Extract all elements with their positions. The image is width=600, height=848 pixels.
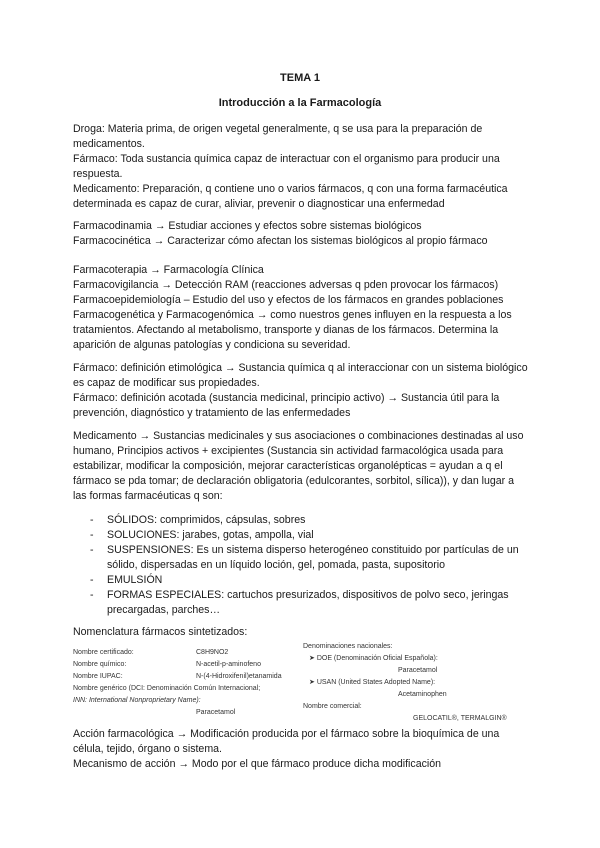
list-item: - SÓLIDOS: comprimidos, cápsulas, sobres bbox=[90, 514, 306, 526]
nomenclature-heading: Nomenclatura fármacos sintetizados: bbox=[73, 626, 248, 638]
nombre-quimico-value: N-acetil-p-aminofeno bbox=[196, 661, 261, 668]
def-droga: Droga: Materia prima, de origen vegetal generalmente, q se usa para la preparación de medicamentos. bbox=[73, 123, 483, 150]
accion-farmacologica: Acción farmacológica → Modificación producida por el fármaco sobre la bioquímica de una célula, tejido, órgano o sistema. bbox=[73, 728, 500, 755]
usan-value: Acetaminophen bbox=[398, 691, 447, 698]
farmacoepidemiologia-line: Farmacoepidemiología – Estudio del uso y efectos de los fármacos en grandes poblaciones bbox=[73, 294, 504, 306]
farmacodinamia-line: Farmacodinamia → Estudiar acciones y efectos sobre sistemas biológicos bbox=[73, 220, 422, 232]
nombre-generico-value: Paracetamol bbox=[196, 709, 236, 716]
clinical-block bbox=[73, 263, 529, 353]
list-item: - SUSPENSIONES: Es un sistema disperso heterogéneo constituido por partículas de un sólido, dispersadas en un líquido loción, gel, pomada, pasta, supositorio bbox=[90, 544, 519, 571]
bullet-marker: - bbox=[90, 529, 94, 541]
page-subtitle: Introducción a la Farmacología bbox=[218, 97, 382, 109]
bullet-marker: - bbox=[90, 574, 94, 586]
farmaco-etimologica: Fármaco: definición etimológica → Sustancia química q al interaccionar con un sistema biológico es capaz de modificar sus propiedades. bbox=[73, 362, 528, 389]
nombre-quimico-label: Nombre químico: bbox=[73, 661, 127, 668]
nombre-iupac-label: Nombre IUPAC: bbox=[73, 673, 123, 680]
farmaco-definitions-block bbox=[73, 361, 529, 421]
list-item: - EMULSIÓN bbox=[90, 574, 163, 586]
nombre-certificado-label: Nombre certificado: bbox=[73, 649, 134, 656]
denominaciones-heading: Denominaciones nacionales: bbox=[303, 643, 393, 650]
nombre-generico-label: Nombre genérico (DCI: Denominación Común Internacional; bbox=[73, 685, 261, 692]
def-farmaco: Fármaco: Toda sustancia química capaz de interactuar con el organismo para producir una respuesta. bbox=[73, 153, 500, 180]
farmacocinetica-line: Farmacocinética → Caracterizar cómo afectan los sistemas biológicos al propio fármaco bbox=[73, 235, 488, 247]
def-medicamento: Medicamento: Preparación, q contiene uno o varios fármacos, q con una forma farmacéutica determinada es capaz de curar, aliviar, prevenir o diagnosticar una enfermedad bbox=[73, 183, 508, 210]
bullet-marker: - bbox=[90, 514, 94, 526]
medicamento-block bbox=[73, 429, 529, 504]
nombre-certificado-value: C8H9NO2 bbox=[196, 649, 229, 656]
nombre-comercial-label: Nombre comercial: bbox=[303, 703, 362, 710]
medicamento-paragraph: Medicamento → Sustancias medicinales y sus asociaciones o combinaciones destinadas al uso humano, Principios activos + excipientes (Sustancia sin actividad farmacológica usada para estabilizar, modificar la composición, mejorar características organolépticas = ayudan a q el fármaco se pda tomar; de declaración obligatoria (edulcorantes, sorbitol, sílica)), y dan lugar a las formas farmacéuticas q son: bbox=[73, 430, 524, 502]
list-item: - SOLUCIONES: jarabes, gotas, ampolla, vial bbox=[90, 529, 314, 541]
inn-label: INN: International Nonproprietary Name): bbox=[73, 697, 201, 704]
dynamics-block bbox=[73, 219, 529, 249]
bullet-marker: - bbox=[90, 544, 94, 556]
page-title: TEMA 1 bbox=[280, 72, 320, 84]
pharmaceutical-forms-list bbox=[90, 513, 530, 618]
bullet-marker: - bbox=[90, 589, 94, 601]
nombre-comercial-value: GELOCATIL®, TERMALGIN® bbox=[413, 715, 507, 722]
nomenclature-right bbox=[303, 641, 533, 725]
definitions-block bbox=[73, 122, 529, 212]
usan-label: USAN (United States Adopted Name): bbox=[316, 679, 436, 686]
doe-value: Paracetamol bbox=[398, 667, 438, 674]
farmacogenetica-line: Farmacogenética y Farmacogenómica → como nuestros genes influyen en la respuesta a los tratamientos. Afectando al metabolismo, transporte y dianas de los fármacos. Determina la aparición de algunas patologías y condiciona su severidad. bbox=[73, 309, 512, 351]
doe-row: ➤ DOE (Denominación Oficial Española): bbox=[309, 655, 438, 662]
usan-row: ➤ USAN (United States Adopted Name): bbox=[309, 679, 436, 686]
farmacovigilancia-line: Farmacovigilancia → Detección RAM (reacciones adversas q pden provocar los fármacos) bbox=[73, 279, 499, 291]
accion-block bbox=[73, 727, 529, 772]
nomenclature-left-values bbox=[196, 647, 296, 683]
mecanismo-accion: Mecanismo de acción → Modo por el que fármaco produce dicha modificación bbox=[73, 758, 442, 770]
farmacoterapia-line: Farmacoterapia → Farmacología Clínica bbox=[73, 264, 264, 276]
farmaco-acotada: Fármaco: definición acotada (sustancia medicinal, principio activo) → Sustancia útil para la prevención, diagnóstico y tratamiento de las enfermedades bbox=[73, 392, 500, 419]
doe-label: DOE (Denominación Oficial Española): bbox=[316, 655, 438, 662]
nombre-iupac-value: N-(4-Hidroxifenil)etanamida bbox=[196, 673, 282, 680]
list-item: - FORMAS ESPECIALES: cartuchos presurizados, dispositivos de polvo seco, jeringas precargadas, parches… bbox=[90, 589, 509, 616]
